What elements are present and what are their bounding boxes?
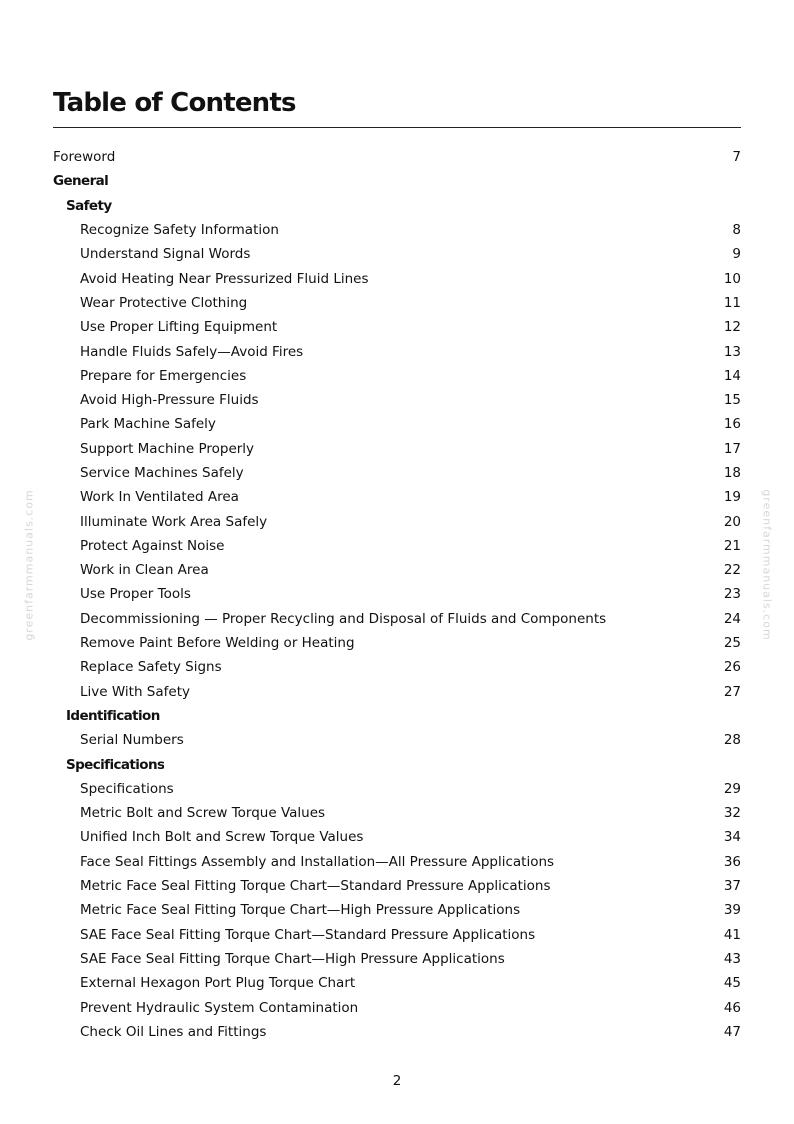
toc-entry-label: Use Proper Tools	[80, 586, 191, 603]
toc-entry-page: 16	[723, 416, 741, 433]
toc-entry-page: 26	[723, 659, 741, 676]
toc-entry-label: Metric Bolt and Screw Torque Values	[80, 805, 326, 822]
toc-entry[interactable]	[53, 218, 741, 242]
toc-entry-label: Avoid High-Pressure Fluids	[80, 392, 259, 409]
toc-entry-label: Use Proper Lifting Equipment	[80, 319, 278, 336]
toc-entry[interactable]	[53, 534, 741, 558]
toc-entry[interactable]	[53, 631, 741, 655]
toc-entry[interactable]	[53, 923, 741, 947]
toc-entry-page: 11	[723, 294, 741, 311]
toc-entry-page: 12	[723, 319, 741, 336]
toc-entry[interactable]	[53, 461, 741, 485]
toc-entry-label: Prevent Hydraulic System Contamination	[80, 999, 359, 1016]
toc-entry-page: 22	[723, 562, 741, 579]
toc-section-heading	[53, 752, 741, 776]
toc-entry-label: Face Seal Fittings Assembly and Installation—All Pressure Applications	[80, 853, 555, 870]
toc-entry-label: Understand Signal Words	[80, 246, 251, 263]
toc-entry-page: 45	[723, 975, 741, 992]
toc-entry[interactable]	[53, 971, 741, 995]
toc-entry-page: 43	[723, 950, 741, 967]
toc-entry-page: 28	[723, 732, 741, 749]
toc-entry-label: Identification	[66, 707, 160, 724]
toc-entry-label: Serial Numbers	[80, 732, 184, 749]
toc-entry-label: Live With Safety	[80, 683, 190, 700]
toc-entry-page: 8	[732, 222, 741, 239]
toc-entry-label: Remove Paint Before Welding or Heating	[80, 635, 355, 652]
toc-entry-page: 47	[723, 1023, 741, 1040]
toc-entry-label: External Hexagon Port Plug Torque Chart	[80, 975, 356, 992]
toc-entry[interactable]	[53, 339, 741, 363]
toc-entry-label: Metric Face Seal Fitting Torque Chart—High Pressure Applications	[80, 902, 521, 919]
toc-entry-label: Specifications	[80, 780, 174, 797]
toc-entry-label: Prepare for Emergencies	[80, 367, 247, 384]
toc-entry[interactable]	[53, 364, 741, 388]
toc-entry-page: 32	[723, 805, 741, 822]
toc-entry-page: 20	[723, 513, 741, 530]
toc-entry[interactable]	[53, 995, 741, 1019]
toc-entry[interactable]	[53, 145, 741, 169]
toc-entry-label: General	[53, 173, 109, 190]
watermark-left: greenfarmmanuals.com	[22, 489, 36, 641]
table-of-contents	[53, 145, 741, 1044]
toc-section-heading	[53, 194, 741, 218]
toc-entry[interactable]	[53, 485, 741, 509]
toc-entry[interactable]	[53, 777, 741, 801]
toc-entry[interactable]	[53, 825, 741, 849]
toc-entry[interactable]	[53, 412, 741, 436]
toc-entry-label: Decommissioning — Proper Recycling and Disposal of Fluids and Components	[80, 610, 607, 627]
toc-entry[interactable]	[53, 728, 741, 752]
toc-entry-label: Service Machines Safely	[80, 465, 244, 481]
watermark-right: greenfarmmanuals.com	[760, 489, 774, 641]
toc-entry-page: 21	[723, 537, 741, 554]
toc-entry-label: Avoid Heating Near Pressurized Fluid Lines	[80, 270, 369, 287]
toc-entry-page: 41	[723, 926, 741, 943]
toc-entry-label: Safety	[66, 197, 112, 214]
toc-entry-page: 18	[723, 465, 741, 481]
toc-entry-page: 25	[723, 635, 741, 652]
toc-entry-page: 17	[723, 440, 741, 457]
toc-entry-page: 15	[723, 392, 741, 409]
toc-entry[interactable]	[53, 801, 741, 825]
toc-entry[interactable]	[53, 437, 741, 461]
toc-entry[interactable]	[53, 558, 741, 582]
toc-entry-page: 34	[723, 829, 741, 846]
toc-entry-page: 39	[723, 902, 741, 919]
toc-entry-page: 9	[732, 246, 741, 263]
toc-entry[interactable]	[53, 655, 741, 679]
toc-entry-label: Park Machine Safely	[80, 416, 216, 433]
toc-entry[interactable]	[53, 850, 741, 874]
page-number: 2	[392, 1073, 402, 1089]
toc-section-heading	[53, 169, 741, 193]
toc-entry-label: Handle Fluids Safely—Avoid Fires	[80, 343, 304, 360]
toc-entry[interactable]	[53, 315, 741, 339]
toc-entry-label: Metric Face Seal Fitting Torque Chart—Standard Pressure Applications	[80, 878, 551, 895]
toc-entry[interactable]	[53, 947, 741, 971]
toc-entry[interactable]	[53, 291, 741, 315]
toc-entry-label: Protect Against Noise	[80, 537, 225, 554]
toc-entry-page: 36	[723, 853, 741, 870]
toc-entry[interactable]	[53, 680, 741, 704]
toc-entry-label: Illuminate Work Area Safely	[80, 513, 268, 530]
page-title: Table of Contents	[53, 88, 296, 118]
toc-entry-page: 14	[723, 367, 741, 384]
toc-entry[interactable]	[53, 388, 741, 412]
toc-entry[interactable]	[53, 582, 741, 606]
toc-entry-page: 13	[723, 343, 741, 360]
toc-entry[interactable]	[53, 1020, 741, 1044]
toc-entry-page: 10	[723, 270, 741, 287]
toc-entry-label: Work in Clean Area	[80, 562, 209, 579]
toc-entry[interactable]	[53, 607, 741, 631]
toc-entry[interactable]	[53, 266, 741, 290]
toc-entry-label: Check Oil Lines and Fittings	[80, 1023, 267, 1040]
toc-section-heading	[53, 704, 741, 728]
toc-entry-label: Foreword	[53, 149, 116, 166]
toc-entry-page: 23	[723, 586, 741, 603]
toc-entry-label: Replace Safety Signs	[80, 659, 222, 676]
toc-entry-label: Work In Ventilated Area	[80, 489, 239, 506]
toc-entry-page: 46	[723, 999, 741, 1016]
toc-entry-page: 27	[723, 683, 741, 700]
toc-entry-label: Wear Protective Clothing	[80, 294, 248, 311]
toc-entry[interactable]	[53, 874, 741, 898]
toc-entry[interactable]	[53, 509, 741, 533]
toc-entry-page: 29	[723, 780, 741, 797]
toc-entry-label: Unified Inch Bolt and Screw Torque Values	[80, 829, 364, 846]
toc-entry[interactable]	[53, 242, 741, 266]
toc-entry-page: 7	[732, 149, 741, 166]
toc-entry-page: 24	[723, 610, 741, 627]
toc-entry-label: SAE Face Seal Fitting Torque Chart—Standard Pressure Applications	[80, 926, 536, 943]
toc-entry-label: Specifications	[66, 756, 165, 773]
toc-entry-label: SAE Face Seal Fitting Torque Chart—High Pressure Applications	[80, 950, 505, 967]
toc-entry-page: 19	[723, 489, 741, 506]
toc-entry-label: Recognize Safety Information	[80, 222, 279, 239]
toc-entry-label: Support Machine Properly	[80, 440, 255, 457]
title-divider	[53, 127, 741, 128]
toc-entry-page: 37	[723, 878, 741, 895]
toc-entry[interactable]	[53, 898, 741, 922]
